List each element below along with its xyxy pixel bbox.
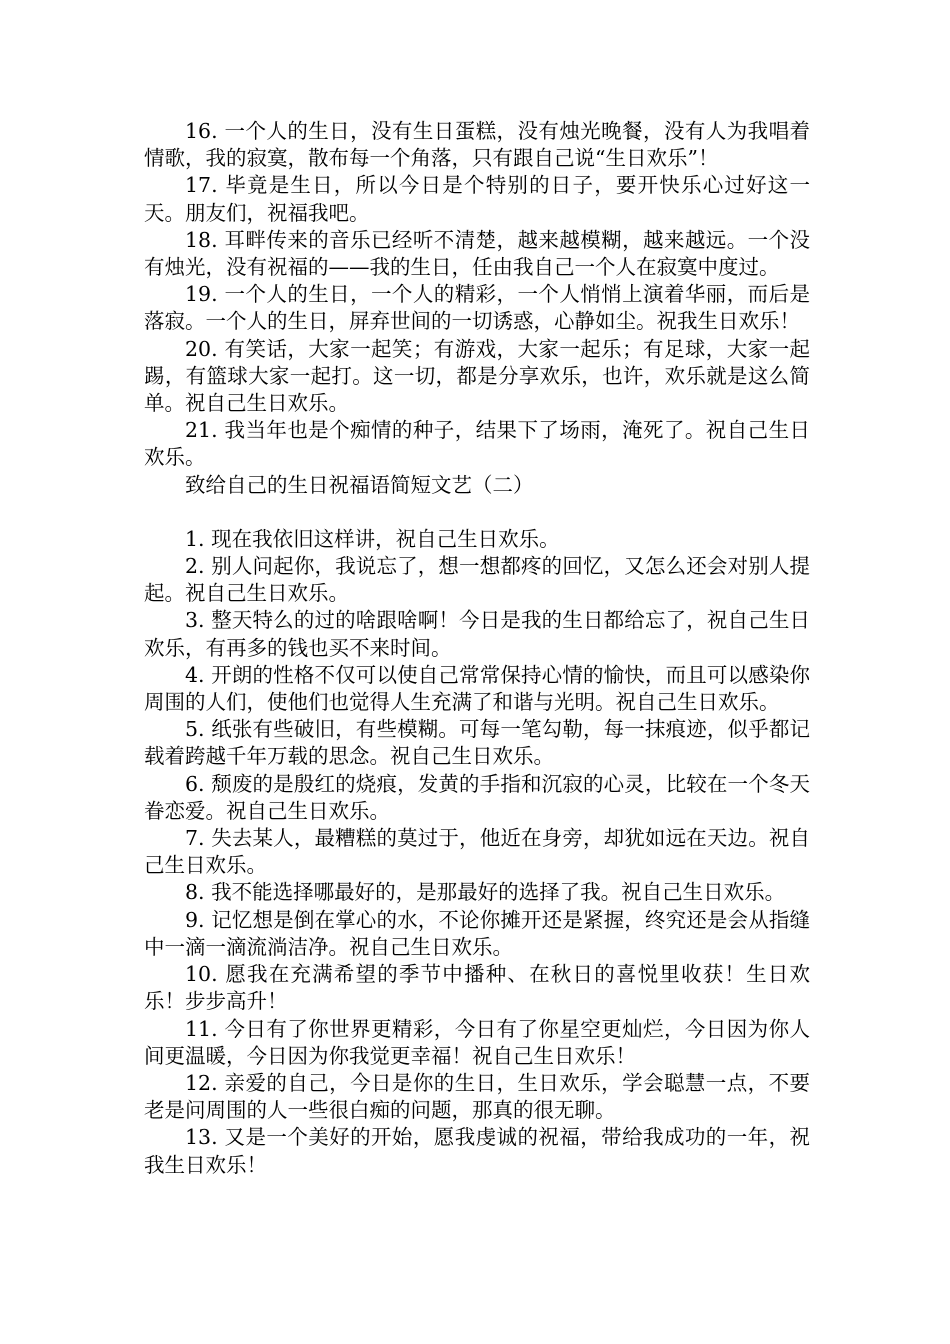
paragraph-6: 6. 颓废的是殷红的烧痕，发黄的手指和沉寂的心灵，比较在一个冬天眷恋爱。祝自己生日欢乐。 <box>144 771 810 823</box>
paragraph-1: 1. 现在我依旧这样讲，祝自己生日欢乐。 <box>185 526 560 551</box>
document-page <box>144 118 810 1179</box>
paragraph-21: 21. 我当年也是个痴情的种子，结果下了场雨，淹死了。祝自己生日欢乐。 <box>144 418 810 470</box>
paragraph-12: 12. 亲爱的自己，今日是你的生日，生日欢乐，学会聪慧一点，不要老是问周围的人一些很白痴的问题，那真的很无聊。 <box>144 1070 810 1123</box>
section-heading: 致给自己的生日祝福语简短文艺（二） <box>185 472 534 497</box>
paragraph-11: 11. 今日有了你世界更精彩，今日有了你星空更灿烂，今日因为你人间更温暖，今日因为你我觉更幸福！祝自己生日欢乐！ <box>144 1016 810 1068</box>
paragraph-19: 19. 一个人的生日，一个人的精彩，一个人悄悄上演着华丽，而后是落寂。一个人的生日，屏弃世间的一切诱惑，心静如尘。祝我生日欢乐！ <box>144 282 810 334</box>
section-one <box>144 118 810 472</box>
paragraph-7: 7. 失去某人，最糟糕的莫过于，他近在身旁，却犹如远在天边。祝自己生日欢乐。 <box>144 826 810 878</box>
paragraph-3: 3. 整天特么的过的啥跟啥啊！今日是我的生日都给忘了，祝自己生日欢乐，有再多的钱也买不来时间。 <box>144 608 810 660</box>
paragraph-20: 20. 有笑话，大家一起笑；有游戏，大家一起乐；有足球，大家一起踢，有篮球大家一起打。这一切，都是分享欢乐，也许，欢乐就是这么简单。祝自己生日欢乐。 <box>144 336 810 416</box>
paragraph-18: 18. 耳畔传来的音乐已经听不清楚，越来越模糊，越来越远。一个没有烛光，没有祝福的——我的生日，任由我自己一个人在寂寞中度过。 <box>144 227 810 280</box>
paragraph-16: 16. 一个人的生日，没有生日蛋糕，没有烛光晚餐，没有人为我唱着情歌，我的寂寞，散布每一个角落，只有跟自己说“生日欢乐”！ <box>144 119 810 171</box>
paragraph-13: 13. 又是一个美好的开始，愿我虔诚的祝福，带给我成功的一年，祝我生日欢乐！ <box>144 1125 810 1177</box>
paragraph-9: 9. 记忆想是倒在掌心的水，不论你摊开还是紧握，终究还是会从指缝中一滴一滴流淌洁净。祝自己生日欢乐。 <box>144 907 810 959</box>
paragraph-2: 2. 别人问起你，我说忘了，想一想都疼的回忆，又怎么还会对别人提起。祝自己生日欢乐。 <box>144 554 810 606</box>
section-two <box>144 526 810 1179</box>
paragraph-10: 10. 愿我在充满希望的季节中播种、在秋日的喜悦里收获！生日欢乐！步步高升！ <box>144 962 810 1014</box>
paragraph-17: 17. 毕竟是生日，所以今日是个特别的日子，要开快乐心过好这一天。朋友们，祝福我吧。 <box>144 173 810 225</box>
paragraph-4: 4. 开朗的性格不仅可以使自己常常保持心情的愉快，而且可以感染你周围的人们，使他们也觉得人生充满了和谐与光明。祝自己生日欢乐。 <box>144 662 810 715</box>
paragraph-8: 8. 我不能选择哪最好的，是那最好的选择了我。祝自己生日欢乐。 <box>185 880 786 905</box>
paragraph-5: 5. 纸张有些破旧，有些模糊。可每一笔勾勒，每一抹痕迹，似乎都记载着跨越千年万载的思念。祝自己生日欢乐。 <box>144 717 810 769</box>
